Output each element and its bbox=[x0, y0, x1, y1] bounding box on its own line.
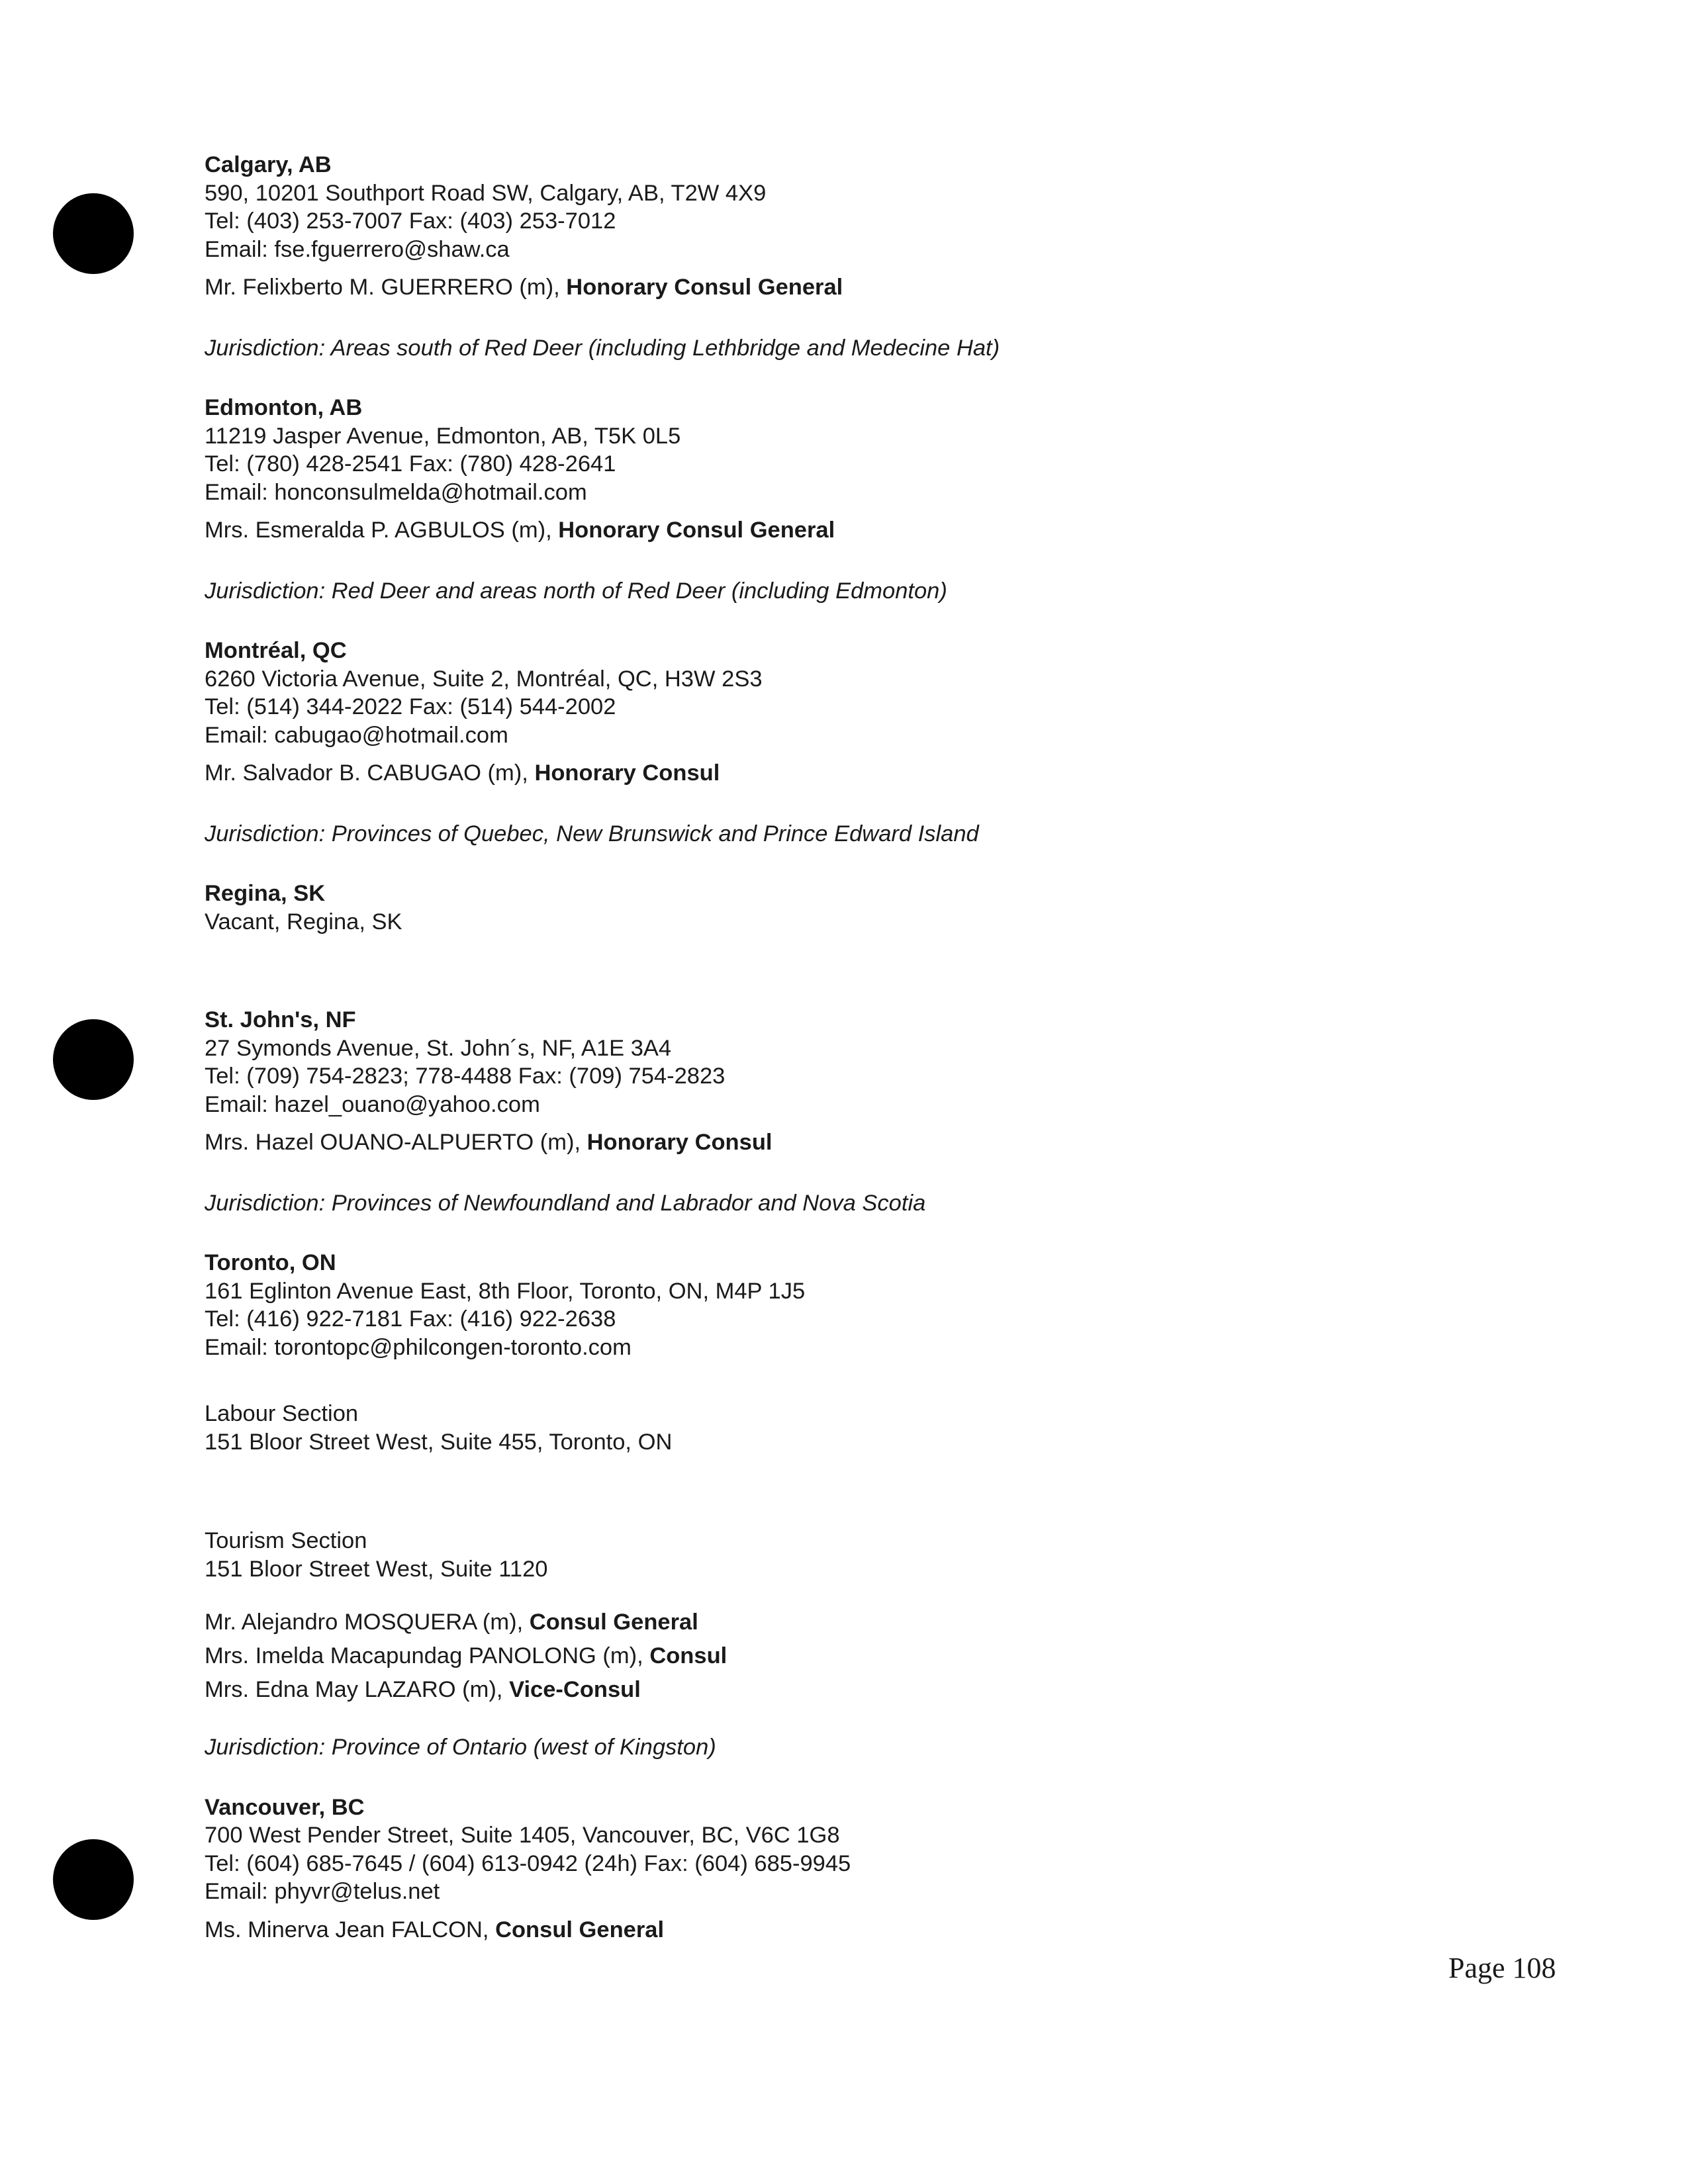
entry-st-johns bbox=[205, 1006, 1462, 1217]
address-line: 6260 Victoria Avenue, Suite 2, Montréal, QC, H3W 2S3 bbox=[205, 666, 763, 692]
entry-edmonton bbox=[205, 394, 1462, 605]
officer-title: Consul General bbox=[529, 1610, 698, 1635]
email-line: Email: fse.fguerrero@shaw.ca bbox=[205, 236, 510, 262]
entry-calgary bbox=[205, 151, 1462, 362]
officer-line bbox=[205, 516, 1462, 545]
binder-hole-bottom bbox=[53, 1839, 134, 1920]
tourism-section bbox=[205, 1527, 1462, 1583]
email-line: Email: hazel_ouano@yahoo.com bbox=[205, 1091, 540, 1117]
address-line: Vacant, Regina, SK bbox=[205, 909, 402, 934]
officer-name: Mrs. Imelda Macapundag PANOLONG (m), bbox=[205, 1643, 650, 1668]
officer-name: Mr. Salvador B. CABUGAO (m), bbox=[205, 760, 535, 786]
jurisdiction-note: Jurisdiction: Provinces of Quebec, New Brunswick and Prince Edward Island bbox=[205, 821, 979, 846]
phone-line: Tel: (514) 344-2022 Fax: (514) 544-2002 bbox=[205, 694, 616, 719]
entry-toronto bbox=[205, 1249, 1462, 1762]
section-title: Labour Section bbox=[205, 1401, 359, 1426]
city-heading: Montréal, QC bbox=[205, 638, 347, 663]
officer-title: Honorary Consul bbox=[586, 1130, 773, 1155]
phone-line: Tel: (416) 922-7181 Fax: (416) 922-2638 bbox=[205, 1306, 616, 1332]
officer-line bbox=[205, 1673, 1462, 1707]
city-heading: Toronto, ON bbox=[205, 1250, 336, 1275]
section-title: Tourism Section bbox=[205, 1528, 367, 1553]
officer-line bbox=[205, 759, 1462, 788]
email-line: Email: cabugao@hotmail.com bbox=[205, 722, 508, 748]
page-number: Page 108 bbox=[1448, 1952, 1556, 1984]
email-line: Email: torontopc@philcongen-toronto.com bbox=[205, 1334, 632, 1360]
officers-list bbox=[205, 1606, 1462, 1707]
city-heading: Edmonton, AB bbox=[205, 395, 363, 420]
binder-hole-top bbox=[53, 193, 134, 274]
section-address: 151 Bloor Street West, Suite 455, Toronto, ON bbox=[205, 1429, 673, 1455]
phone-line: Tel: (780) 428-2541 Fax: (780) 428-2641 bbox=[205, 451, 616, 477]
blank-space bbox=[205, 936, 1462, 974]
officer-line bbox=[205, 1916, 1462, 1944]
address-line: 161 Eglinton Avenue East, 8th Floor, Toronto, ON, M4P 1J5 bbox=[205, 1278, 806, 1304]
consulate-directory bbox=[205, 151, 1462, 1944]
labour-section bbox=[205, 1400, 1462, 1456]
entry-regina bbox=[205, 880, 1462, 974]
officer-line bbox=[205, 1606, 1462, 1639]
officer-line bbox=[205, 1128, 1462, 1157]
address-line: 590, 10201 Southport Road SW, Calgary, AB, T2W 4X9 bbox=[205, 180, 767, 206]
officer-title: Honorary Consul bbox=[534, 760, 720, 786]
section-address: 151 Bloor Street West, Suite 1120 bbox=[205, 1556, 548, 1582]
officer-line bbox=[205, 273, 1462, 302]
officer-name: Mrs. Hazel OUANO-ALPUERTO (m), bbox=[205, 1130, 587, 1155]
officer-name: Mrs. Edna May LAZARO (m), bbox=[205, 1677, 510, 1702]
entry-vancouver bbox=[205, 1794, 1462, 1944]
jurisdiction-note: Jurisdiction: Red Deer and areas north of Red Deer (including Edmonton) bbox=[205, 578, 947, 604]
officer-name: Mr. Alejandro MOSQUERA (m), bbox=[205, 1610, 530, 1635]
email-line: Email: honconsulmelda@hotmail.com bbox=[205, 479, 587, 505]
officer-name: Mrs. Esmeralda P. AGBULOS (m), bbox=[205, 518, 559, 543]
address-line: 27 Symonds Avenue, St. John´s, NF, A1E 3A4 bbox=[205, 1035, 672, 1061]
phone-line: Tel: (604) 685-7645 / (604) 613-0942 (24h) Fax: (604) 685-9945 bbox=[205, 1850, 851, 1876]
officer-name: Mr. Felixberto M. GUERRERO (m), bbox=[205, 275, 567, 300]
officer-line bbox=[205, 1639, 1462, 1673]
officer-title: Honorary Consul General bbox=[566, 275, 843, 300]
city-heading: St. John's, NF bbox=[205, 1007, 356, 1032]
jurisdiction-note: Jurisdiction: Province of Ontario (west of Kingston) bbox=[205, 1735, 716, 1760]
jurisdiction-note: Jurisdiction: Areas south of Red Deer (including Lethbridge and Medecine Hat) bbox=[205, 335, 1000, 361]
officer-title: Honorary Consul General bbox=[558, 518, 835, 543]
phone-line: Tel: (709) 754-2823; 778-4488 Fax: (709) 754-2823 bbox=[205, 1064, 726, 1089]
officer-title: Consul General bbox=[495, 1917, 665, 1942]
city-heading: Calgary, AB bbox=[205, 152, 332, 177]
address-line: 700 West Pender Street, Suite 1405, Vancouver, BC, V6C 1G8 bbox=[205, 1823, 840, 1848]
officer-title: Consul bbox=[649, 1643, 727, 1668]
jurisdiction-note: Jurisdiction: Provinces of Newfoundland and Labrador and Nova Scotia bbox=[205, 1190, 926, 1216]
binder-hole-middle bbox=[53, 1019, 134, 1100]
city-heading: Vancouver, BC bbox=[205, 1794, 365, 1820]
city-heading: Regina, SK bbox=[205, 881, 326, 906]
officer-name: Ms. Minerva Jean FALCON, bbox=[205, 1917, 496, 1942]
officer-title: Vice-Consul bbox=[509, 1677, 641, 1702]
entry-montreal bbox=[205, 637, 1462, 848]
phone-line: Tel: (403) 253-7007 Fax: (403) 253-7012 bbox=[205, 208, 616, 234]
email-line: Email: phyvr@telus.net bbox=[205, 1879, 440, 1904]
address-line: 11219 Jasper Avenue, Edmonton, AB, T5K 0L5 bbox=[205, 423, 681, 449]
